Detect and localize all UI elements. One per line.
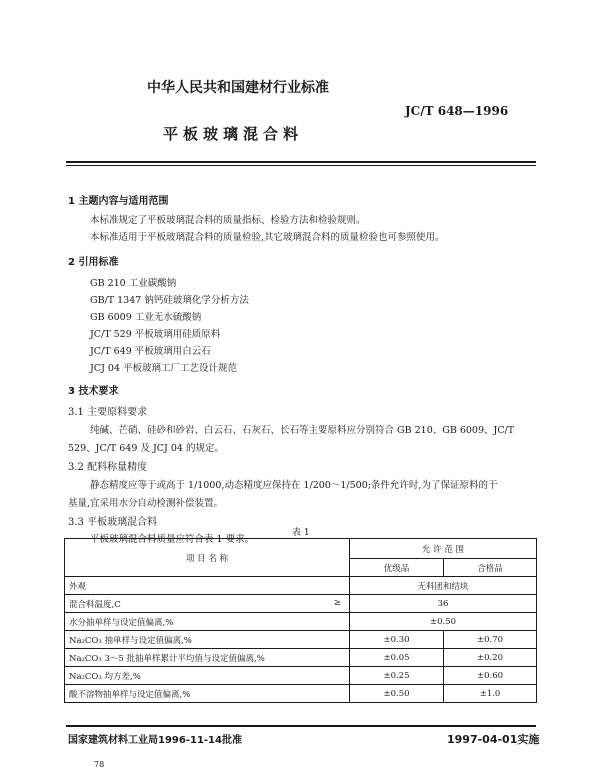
table-cell-qualified: ±0.60 (444, 667, 537, 685)
table-header-allowed-range: 允 许 范 围 (350, 539, 537, 559)
section-3-2-text-line-1: 静态精度应等于或高于 1/1000,动态精度应保持在 1/200～1/500;条件允许时,为了保证原料的干 (90, 480, 498, 491)
reference-item: JC/T 649 平板玻璃用白云石 (90, 346, 211, 357)
header-rule-thick (66, 161, 536, 163)
table-cell-superior: ±0.50 (350, 685, 444, 703)
section-2-heading: 2 引用标准 (68, 257, 119, 268)
table-cell-merged-value: ±0.50 (350, 613, 537, 631)
section-3-3-heading: 3.3 平板玻璃混合料 (68, 517, 158, 528)
reference-item: JCJ 04 平板玻璃工厂工艺设计规范 (90, 363, 238, 374)
table-cell-item: 外观 (65, 577, 350, 595)
table-header-qualified-grade: 合格品 (444, 559, 537, 577)
table-row (65, 649, 537, 667)
table-1-caption: 表 1 (292, 528, 310, 538)
table-cell-merged-value: 无料团和结块 (350, 577, 537, 595)
issuing-organization: 中华人民共和国建材行业标准 (147, 80, 329, 96)
approval-line: 国家建筑材料工业局1996-11-14批准 (68, 735, 242, 746)
table-cell-item: 酸不溶物抽单样与设定值偏离,% (65, 685, 350, 703)
table-cell-item: Na₂CO₃ 抽单样与设定值偏离,% (65, 631, 350, 649)
table-row (65, 631, 537, 649)
table-row (65, 667, 537, 685)
page-number: 78 (94, 760, 105, 769)
greater-equal-symbol: ≥ (333, 597, 341, 608)
table-cell-item: Na₂CO₃ 均方差,% (65, 667, 350, 685)
table-row (65, 595, 537, 613)
reference-item: GB/T 1347 钠钙硅玻璃化学分析方法 (90, 295, 249, 306)
section-3-1-text-line-1: 纯碱、芒硝、硅砂和砂岩、白云石、石灰石、长石等主要原料应分别符合 GB 210、GB 6009、JC/T (90, 425, 515, 436)
table-cell-item: 水分抽单样与设定值偏离,% (65, 613, 350, 631)
standard-code: JC/T 648—1996 (405, 104, 509, 118)
section-3-heading: 3 技术要求 (68, 386, 119, 397)
table-cell-merged-value: 36 (350, 595, 537, 613)
reference-item: JC/T 529 平板玻璃用硅质原料 (90, 329, 221, 340)
reference-item: GB 6009 工业无水硫酸钠 (90, 312, 202, 323)
section-3-1-heading: 3.1 主要原料要求 (68, 407, 148, 418)
section-1-paragraph-1: 本标准规定了平板玻璃混合料的质量指标、检验方法和检验规则。 (90, 215, 366, 226)
table-row (65, 613, 537, 631)
section-3-3-text: 平板玻璃混合料质量应符合表 1 要求。 (90, 534, 255, 545)
table-cell-qualified: ±1.0 (444, 685, 537, 703)
reference-item: GB 210 工业碳酸钠 (90, 278, 177, 289)
section-3-2-text-line-2: 基量,宜采用水分自动检测补偿装置。 (68, 498, 224, 509)
table-1 (64, 538, 537, 703)
table-cell-superior: ±0.05 (350, 649, 444, 667)
table-cell-item-label: 混合料温度,C (69, 599, 121, 610)
implementation-date: 1997-04-01实施 (447, 733, 540, 746)
table-cell-qualified: ±0.70 (444, 631, 537, 649)
table-header-superior-grade: 优级品 (350, 559, 444, 577)
document-title: 平板玻璃混合料 (163, 125, 304, 143)
section-1-paragraph-2: 本标准适用于平板玻璃混合料的质量检验,其它玻璃混合料的质量检验也可参照使用。 (90, 232, 445, 243)
section-1-heading: 1 主题内容与适用范围 (68, 196, 169, 207)
footer-rule (66, 725, 536, 727)
table-header-row (65, 539, 537, 559)
header-rule-thin (66, 165, 536, 166)
table-cell-qualified: ±0.20 (444, 649, 537, 667)
section-3-2-heading: 3.2 配料称量精度 (68, 462, 148, 473)
table-cell-superior: ±0.25 (350, 667, 444, 685)
table-cell-superior: ±0.30 (350, 631, 444, 649)
table-row (65, 577, 537, 595)
table-header-item: 项 目 名 称 (65, 539, 350, 577)
table-row (65, 685, 537, 703)
section-3-1-text-line-2: 529、JC/T 649 及 JCJ 04 的规定。 (68, 443, 224, 454)
table-cell-item: Na₂CO₃ 3～5 批抽单样累计平均值与设定值偏离,% (65, 649, 350, 667)
table-cell-item-with-operator (65, 595, 350, 613)
